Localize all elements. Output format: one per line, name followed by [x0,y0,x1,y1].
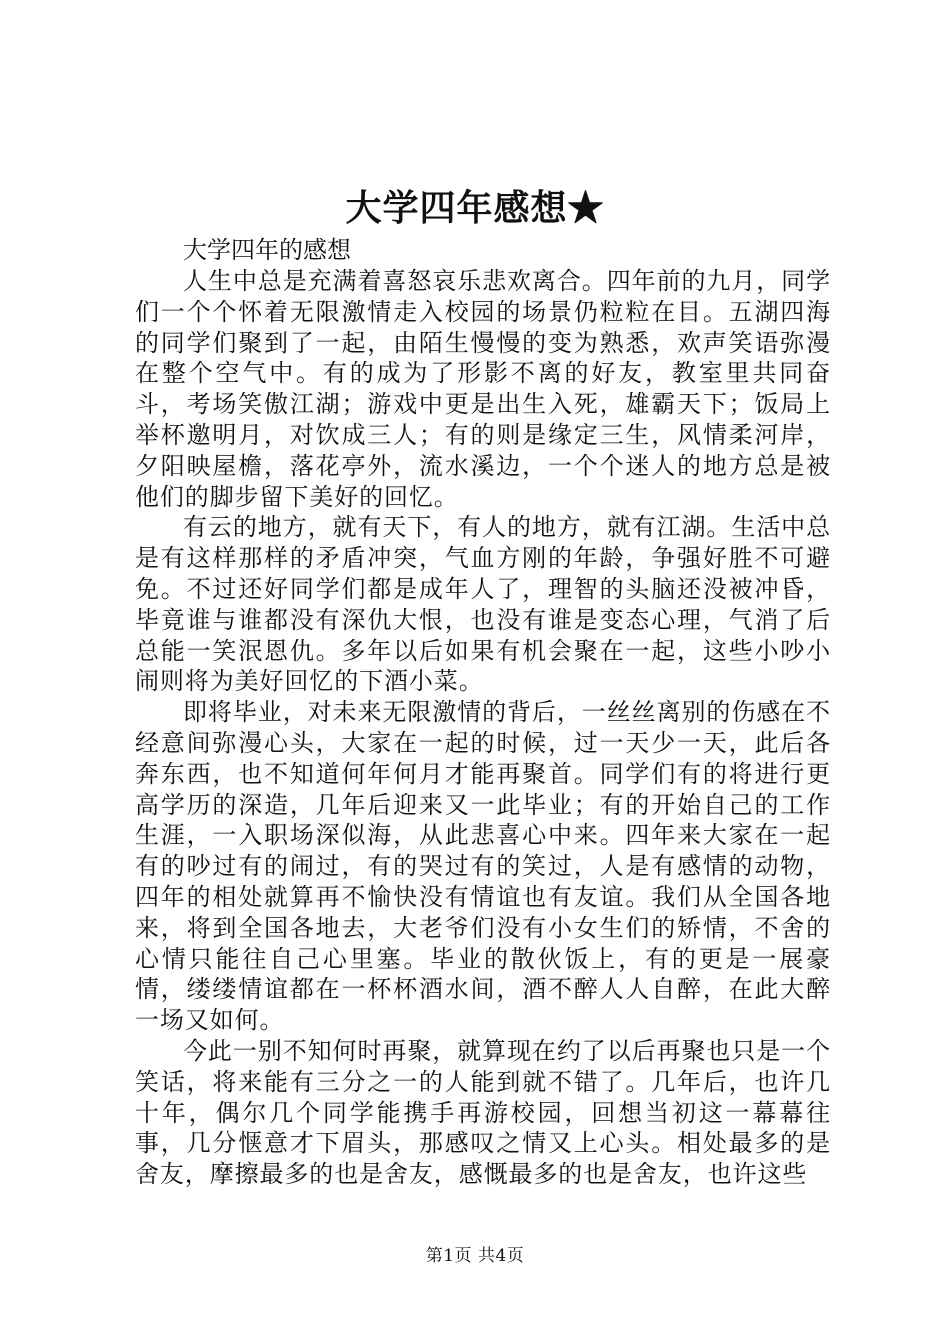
paragraph-4: 今此一别不知何时再聚，就算现在约了以后再聚也只是一个笑话，将来能有三分之一的人能到就不错了。几年后，也许几十年，偶尔几个同学能携手再游校园，回想当初这一幕幕往事，几分惬意才下眉头，那感叹之情又上心头。相处最多的是舍友，摩擦最多的也是舍友，感慨最多的也是舍友，也许这些 [135,1036,831,1189]
document-subtitle: 大学四年的感想 [183,236,351,264]
paragraph-2: 有云的地方，就有天下，有人的地方，就有江湖。生活中总是有这样那样的矛盾冲突，气血方刚的年龄，争强好胜不可避免。不过还好同学们都是成年人了，理智的头脑还没被冲昏，毕竟谁与谁都没有深仇大恨，也没有谁是变态心理，气消了后总能一笑泯恩仇。多年以后如果有机会聚在一起，这些小吵小闹则将为美好回忆的下酒小菜。 [135,513,831,696]
paragraph-1: 人生中总是充满着喜怒哀乐悲欢离合。四年前的九月，同学们一个个怀着无限激情走入校园的场景仍粒粒在目。五湖四海的同学们聚到了一起，由陌生慢慢的变为熟悉，欢声笑语弥漫在整个空气中。有的成为了形影不离的好友，教室里共同奋斗，考场笑傲江湖；游戏中更是出生入死，雄霸天下；饭局上举杯邀明月，对饮成三人；有的则是缘定三生，风情柔河岸，夕阳映屋檐，落花亭外，流水溪边，一个个迷人的地方总是被他们的脚步留下美好的回忆。 [135,267,831,511]
page-number: 第1页 共4页 [425,1246,525,1266]
paragraph-3: 即将毕业，对未来无限激情的背后，一丝丝离别的伤感在不经意间弥漫心头，大家在一起的时候，过一天少一天，此后各奔东西，也不知道何年何月才能再聚首。同学们有的将进行更高学历的深造，几年后迎来又一此毕业；有的开始自己的工作生涯，一入职场深似海，从此悲喜心中来。四年来大家在一起有的吵过有的闹过，有的哭过有的笑过，人是有感情的动物，四年的相处就算再不愉快没有情谊也有友谊。我们从全国各地来，将到全国各地去，大老爷们没有小女生们的矫情，不舍的心情只能往自己心里塞。毕业的散伙饭上，有的更是一展豪情，缕缕情谊都在一杯杯酒水间，酒不醉人人自醉，在此大醉一场又如何。 [135,698,831,1035]
document-body [135,235,831,1190]
document-title: 大学四年感想★ [345,187,605,229]
